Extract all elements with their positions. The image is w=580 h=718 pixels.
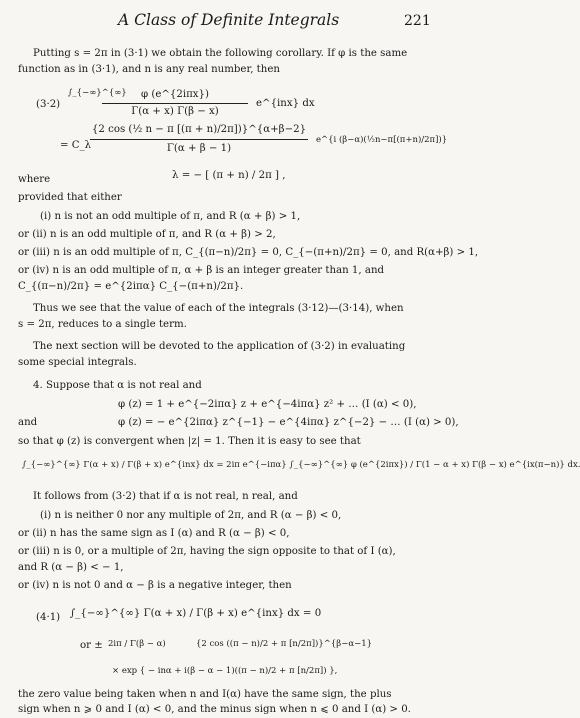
- fraction-denominator: Γ(α + x) Γ(β − x): [131, 106, 219, 117]
- condition-item: or (ii) n is an odd multiple of π, and R (α + β) > 2,: [18, 229, 276, 240]
- fraction-bar: [90, 139, 308, 140]
- equation-line: ∫_{−∞}^{∞} Γ(α + x) / Γ(β + x) e^{inx} dx = 2iπ e^{−iπα} ∫_{−∞}^{∞} φ (e^{2iπx}) / Γ(1 − α + x) Γ(β − x) e^{ix(π−n)} dx.: [22, 460, 580, 470]
- equation-label: (4·1): [36, 612, 61, 623]
- equation-term: × exp { − inα + i(β − α − 1)((π − n)/2 + π [n/2π]) },: [112, 666, 338, 676]
- page-number: 221: [404, 13, 431, 29]
- fraction-numerator: φ (e^{2iπx}): [140, 89, 210, 100]
- equation-term: e^{inx} dx: [256, 98, 315, 109]
- condition-item: C_{(π−n)/2π} = e^{2iπα} C_{−(π+n)/2π}.: [18, 281, 244, 292]
- paragraph-line: Putting s = 2π in (3·1) we obtain the following corollary. If φ is the same: [33, 48, 408, 59]
- condition-item: or (iv) n is an odd multiple of π, α + β is an integer greater than 1, and: [18, 265, 385, 276]
- condition-item: or (iv) n is not 0 and α − β is a negative integer, then: [18, 580, 292, 591]
- condition-item: or (iii) n is 0, or a multiple of 2π, having the sign opposite to that of I (α),: [18, 546, 396, 557]
- paragraph-line: some special integrals.: [18, 357, 137, 368]
- condition-item: (i) n is neither 0 nor any multiple of 2π, and R (α − β) < 0,: [40, 510, 342, 521]
- equation-term: {2 cos ((π − n)/2 + π [n/2π])}^{β−α−1}: [196, 639, 373, 649]
- paragraph-line: and: [18, 417, 38, 428]
- paragraph-line: function as in (3·1), and n is any real number, then: [18, 64, 280, 75]
- integral-sign: ∫_{−∞}^{∞}: [68, 88, 127, 98]
- paragraph-line: so that φ (z) is convergent when |z| = 1. Then it is easy to see that: [18, 436, 361, 447]
- fraction-denominator: Γ(α + β − 1): [166, 143, 232, 154]
- condition-item: or (iii) n is an odd multiple of π, C_{(π−n)/2π} = 0, C_{−(π+n)/2π} = 0, and R(α+β) > 1,: [18, 247, 479, 258]
- equation-line: ∫_{−∞}^{∞} Γ(α + x) / Γ(β + x) e^{inx} dx = 0: [70, 608, 322, 619]
- equation-line: φ (z) = − e^{2iπα} z^{−1} − e^{4iπα} z^{−2} − … (I (α) > 0),: [118, 417, 459, 428]
- fraction-bar: [102, 103, 248, 104]
- running-title: A Class of Definite Integrals: [118, 11, 340, 29]
- fraction-numerator: {2 cos (½ n − π [(π + n)/2π])}^{α+β−2}: [91, 124, 307, 135]
- condition-item: and R (α − β) < − 1,: [18, 562, 124, 573]
- paragraph-line: It follows from (3·2) that if α is not real, n real, and: [33, 491, 298, 502]
- paragraph-line: s = 2π, reduces to a single term.: [18, 319, 187, 330]
- equation-term: or ±: [80, 640, 103, 651]
- equation-term: e^{i (β−α)(½n−π[(π+n)/2π])}: [316, 135, 448, 145]
- paragraph-line: provided that either: [18, 192, 122, 203]
- paragraph-line: the zero value being taken when n and I(α) have the same sign, the plus: [18, 689, 392, 700]
- equation-term: 2iπ / Γ(β − α): [108, 639, 166, 649]
- equation-line: φ (z) = 1 + e^{−2iπα} z + e^{−4iπα} z² + … (I (α) < 0),: [118, 399, 417, 410]
- paragraph-line: where: [18, 174, 51, 185]
- equation-term: = C_λ: [60, 140, 92, 151]
- paragraph-line: Thus we see that the value of each of the integrals (3·12)—(3·14), when: [33, 303, 404, 314]
- section-heading: 4. Suppose that α is not real and: [33, 380, 202, 391]
- paragraph-line: The next section will be devoted to the application of (3·2) in evaluating: [33, 341, 406, 352]
- equation-term: λ = − [ (π + n) / 2π ] ,: [172, 170, 286, 181]
- condition-item: (i) n is not an odd multiple of π, and R (α + β) > 1,: [40, 211, 301, 222]
- equation-label: (3·2): [36, 99, 61, 110]
- paragraph-line: sign when n ⩾ 0 and I (α) < 0, and the minus sign when n ⩽ 0 and I (α) > 0.: [18, 704, 411, 715]
- condition-item: or (ii) n has the same sign as I (α) and R (α − β) < 0,: [18, 528, 290, 539]
